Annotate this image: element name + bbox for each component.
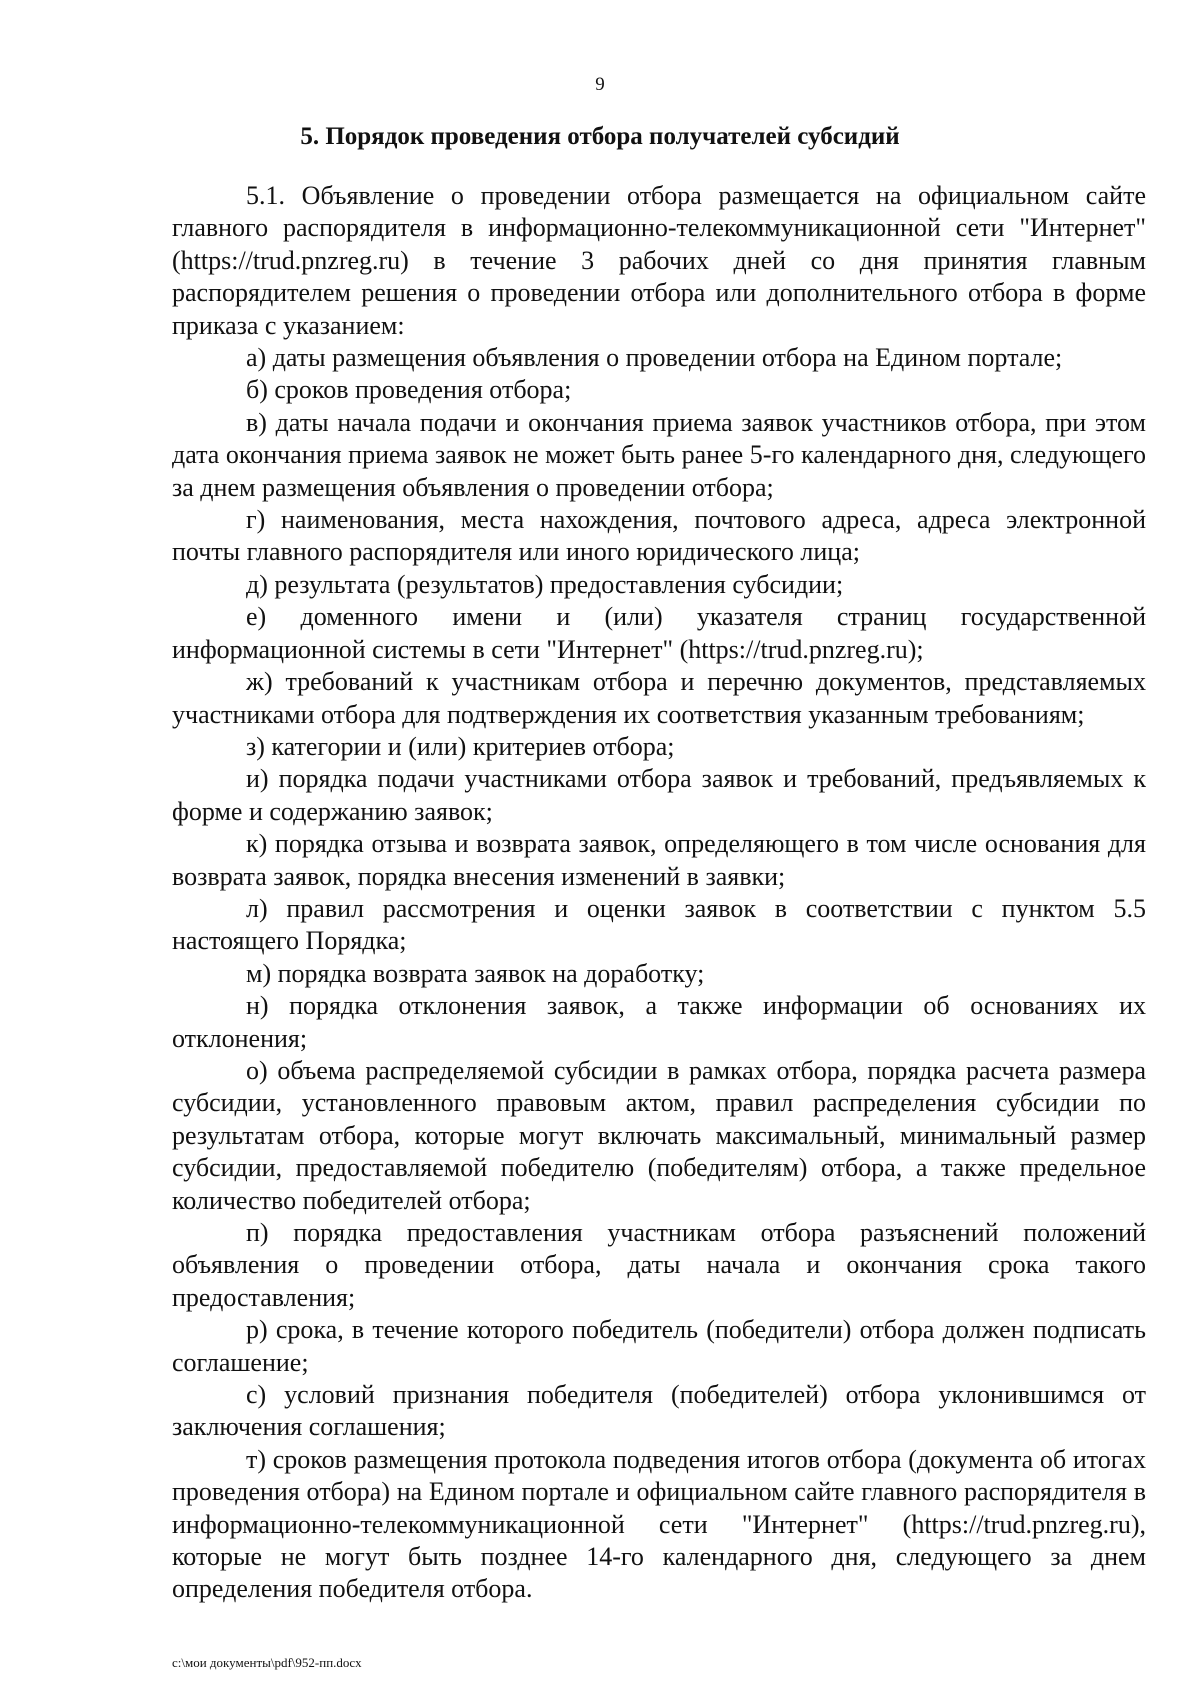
page-number: 9 xyxy=(595,74,605,95)
list-item-k: к) порядка отзыва и возврата заявок, определяющего в том числе основания для возврата заявок, порядка внесения изменений в заявки; xyxy=(172,829,1146,891)
list-item-z: з) категории и (или) критериев отбора; xyxy=(246,731,675,761)
list-item-m: м) порядка возврата заявок на доработку; xyxy=(246,958,705,988)
list-item-i: и) порядка подачи участниками отбора заявок и требований, предъявляемых к форме и содержанию заявок; xyxy=(172,764,1146,826)
list-item-d: д) результата (результатов) предоставления субсидии; xyxy=(246,569,844,599)
paragraph-5-1: 5.1. Объявление о проведении отбора размещается на официальном сайте главного распорядителя в информационно-телекоммуникационной сети "Интернет" (https://trud.pnzreg.ru) в течение 3 рабочих дней со дня принятия главным распорядителем решения о проведении отбора или дополнительного отбора в форме приказа с указанием: xyxy=(172,181,1146,340)
list-item-n: н) порядка отклонения заявок, а также информации об основаниях их отклонения; xyxy=(172,991,1146,1053)
list-item-l: л) правил рассмотрения и оценки заявок в соответствии с пунктом 5.5 настоящего Порядка; xyxy=(172,893,1146,956)
list-item-s: с) условий признания победителя (победителей) отбора уклонившимся от заключения соглашения; xyxy=(172,1380,1146,1442)
list-item-a: а) даты размещения объявления о проведении отбора на Едином портале; xyxy=(246,343,1063,373)
list-item-b: б) сроков проведения отбора; xyxy=(246,375,572,405)
footer-file-path: c:\мои документы\pdf\952-пп.docx xyxy=(172,1655,362,1670)
list-item-e: е) доменного имени и (или) указателя страниц государственной информационной системы в сети "Интернет" (https://trud.pnzreg.ru); xyxy=(172,602,1146,664)
section-title: 5. Порядок проведения отбора получателей субсидий xyxy=(300,123,900,150)
list-item-g: г) наименования, места нахождения, почтового адреса, адреса электронной почты главного распорядителя или иного юридического лица; xyxy=(172,505,1146,567)
list-item-o: о) объема распределяемой субсидии в рамках отбора, порядка расчета размера субсидии, установленного правовым актом, правил распределения субсидии по результатам отбора, которые могут включать максимальный, минимальный размер субсидии, предоставляемой победителю (победителям) отбора, а также предельное количество победителей отбора; xyxy=(172,1055,1146,1215)
document-body xyxy=(172,180,1146,1606)
list-item-r: р) срока, в течение которого победитель (победители) отбора должен подписать соглашение; xyxy=(172,1315,1146,1377)
list-item-p: п) порядка предоставления участникам отбора разъяснений положений объявления о проведении отбора, даты начала и окончания срока такого предоставления; xyxy=(172,1218,1146,1312)
list-item-t: т) сроков размещения протокола подведения итогов отбора (документа об итогах проведения отбора) на Едином портале и официальном сайте главного распорядителя в информационно-телекоммуникационной сети "Интернет" (https://trud.pnzreg.ru), которые не могут быть позднее 14-го календарного дня, следующего за днем определения победителя отбора. xyxy=(172,1444,1146,1604)
list-item-zh: ж) требований к участникам отбора и перечню документов, представляемых участниками отбора для подтверждения их соответствия указанным требованиям; xyxy=(172,667,1146,729)
list-item-v: в) даты начала подачи и окончания приема заявок участников отбора, при этом дата окончания приема заявок не может быть ранее 5-го календарного дня, следующего за днем размещения объявления о проведении отбора; xyxy=(172,407,1146,502)
